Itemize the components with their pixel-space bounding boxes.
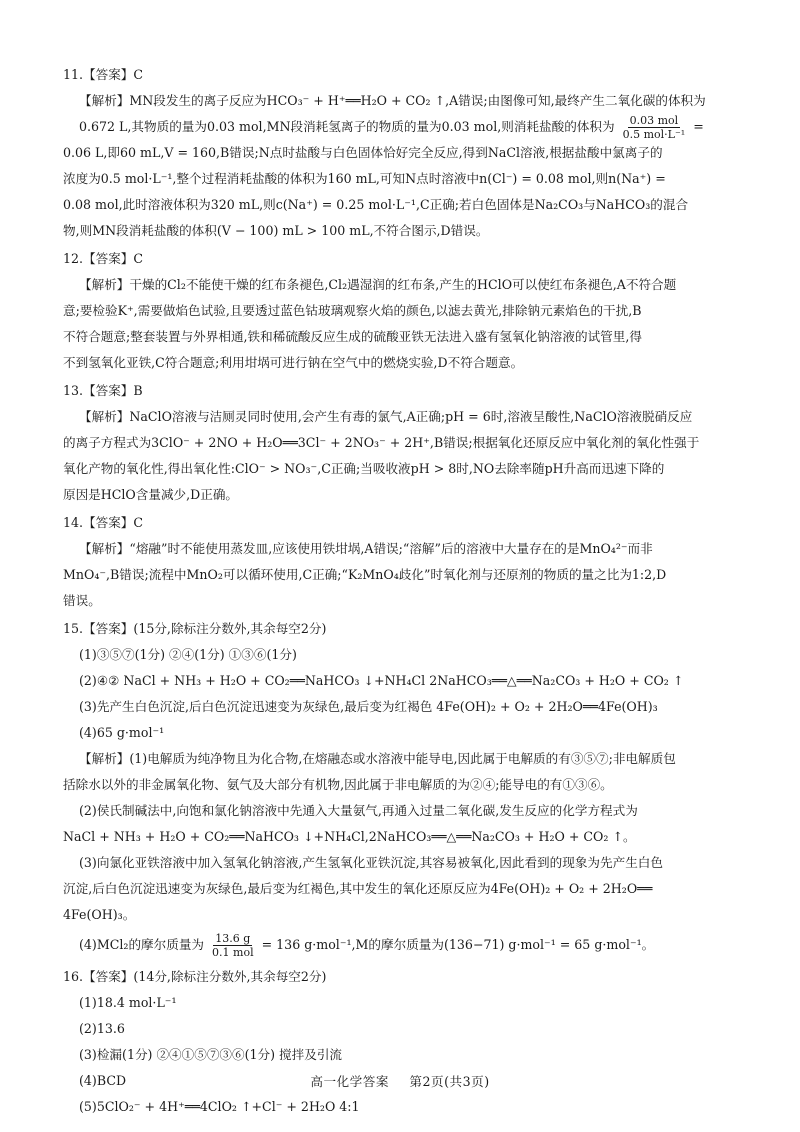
q15-explain-line: 【解析】(1)电解质为纯净物且为化合物,在熔融态或水溶液中能导电,因此属于电解质的有③⑤⑦;非电解质包 bbox=[79, 751, 676, 766]
question-13 bbox=[63, 378, 749, 508]
q12-explain-line: 意;要检验K⁺,需要做焰色试验,且要透过蓝色钴玻璃观察火焰的颜色,以滤去黄光,排除钠元素焰色的干扰,B bbox=[63, 303, 642, 318]
q16-answer-line: (3)检漏(1分) ②④①⑤⑦③⑥(1分) 搅拌及引流 bbox=[79, 1047, 343, 1062]
q13-answer: 13.【答案】B bbox=[63, 383, 143, 398]
q16-answer-line: (2)13.6 bbox=[79, 1021, 125, 1036]
fraction-denominator: 0.1 mol bbox=[212, 946, 254, 959]
q15-explain-line: (3)向氯化亚铁溶液中加入氢氧化钠溶液,产生氢氧化亚铁沉淀,其容易被氧化,因此看到的现象为先产生白色 bbox=[79, 855, 663, 870]
q12-explain-line: 【解析】干燥的Cl₂不能使干燥的红布条褪色,Cl₂遇湿润的红布条,产生的HClO可以使红布条褪色,A不符合题 bbox=[79, 277, 677, 292]
fraction-numerator: 13.6 g bbox=[215, 932, 251, 945]
question-15 bbox=[63, 616, 749, 962]
q11-fraction bbox=[621, 114, 688, 141]
q16-answer-line: (4)BCD bbox=[79, 1073, 127, 1088]
q12-explain-line: 不到氢氧化亚铁,C符合题意;利用坩埚可进行钠在空气中的燃烧实验,D不符合题意。 bbox=[63, 355, 524, 370]
question-12 bbox=[63, 246, 749, 376]
q15-explain-line bbox=[63, 928, 749, 962]
q16-answer-line: (1)18.4 mol·L⁻¹ bbox=[79, 995, 177, 1010]
q13-explain-line: 原因是HClO含量减少,D正确。 bbox=[63, 487, 239, 502]
page-footer bbox=[0, 1069, 800, 1095]
q11-answer: 11.【答案】C bbox=[63, 67, 144, 82]
q14-answer: 14.【答案】C bbox=[63, 515, 144, 530]
question-14 bbox=[63, 510, 749, 614]
q13-explain-line: 【解析】NaClO溶液与洁厕灵同时使用,会产生有毒的氯气,A正确;pH = 6时,溶液呈酸性,NaClO溶液脱硝反应 bbox=[79, 409, 693, 424]
q12-explain-line: 不符合题意;整套装置与外界相通,铁和稀硫酸反应生成的硫酸亚铁无法进入盛有氢氧化钠溶液的试管里,得 bbox=[63, 329, 642, 344]
q11-equals: = bbox=[693, 119, 704, 134]
q16-answer-line: (5)5ClO₂⁻ + 4H⁺══4ClO₂ ↑+Cl⁻ + 2H₂O 4:1 bbox=[79, 1099, 360, 1114]
q15-text: (4)MCl₂的摩尔质量为 bbox=[79, 937, 205, 952]
q15-explain-line: 括除水以外的非金属氧化物、氨气及大部分有机物,因此属于非电解质的为②④;能导电的有①③⑥。 bbox=[63, 777, 613, 792]
fraction-denominator: 0.5 mol·L⁻¹ bbox=[622, 128, 686, 141]
q11-explain-line bbox=[63, 114, 749, 140]
q15-explain-line: 4Fe(OH)₃。 bbox=[63, 907, 136, 922]
question-11 bbox=[63, 62, 749, 244]
q15-answer-line: (4)65 g·mol⁻¹ bbox=[79, 725, 165, 740]
q15-explain-line: (2)侯氏制碱法中,向饱和氯化钠溶液中先通入大量氨气,再通入过量二氧化碳,发生反应的化学方程式为 bbox=[79, 803, 638, 818]
q11-explain-line: 0.08 mol,此时溶液体积为320 mL,则c(Na⁺) = 0.25 mol·L⁻¹,C正确;若白色固体是Na₂CO₃与NaHCO₃的混合 bbox=[63, 197, 689, 212]
q14-explain-line: 【解析】“熔融”时不能使用蒸发皿,应该使用铁坩埚,A错误;“溶解”后的溶液中大量存在的是MnO₄²⁻而非 bbox=[79, 541, 653, 556]
q14-explain-line: 错误。 bbox=[63, 593, 101, 608]
footer-subject: 高一化学答案 bbox=[310, 1074, 389, 1089]
q11-explain-line: 【解析】MN段发生的离子反应为HCO₃⁻ + H⁺══H₂O + CO₂ ↑,A错误;由图像可知,最终产生二氧化碳的体积为 bbox=[79, 93, 706, 108]
q15-answer: 15.【答案】(15分,除标注分数外,其余每空2分) bbox=[63, 621, 327, 636]
q15-text: = 136 g·mol⁻¹,M的摩尔质量为(136−71) g·mol⁻¹ = 65 g·mol⁻¹。 bbox=[261, 937, 655, 952]
q15-answer-line: (3)先产生白色沉淀,后白色沉淀迅速变为灰绿色,最后变为红褐色 4Fe(OH)₂ + O₂ + 2H₂O══4Fe(OH)₃ bbox=[79, 699, 658, 714]
fraction-numerator: 0.03 mol bbox=[629, 114, 679, 127]
q15-explain-line: NaCl + NH₃ + H₂O + CO₂══NaHCO₃ ↓+NH₄Cl,2NaHCO₃══△══Na₂CO₃ + H₂O + CO₂ ↑。 bbox=[63, 829, 636, 844]
q13-explain-line: 氧化产物的氧化性,得出氧化性:ClO⁻ > NO₃⁻,C正确;当吸收液pH > 8时,NO去除率随pH升高而迅速下降的 bbox=[63, 461, 665, 476]
q15-answer-line: (2)④② NaCl + NH₃ + H₂O + CO₂══NaHCO₃ ↓+NH₄Cl 2NaHCO₃══△══Na₂CO₃ + H₂O + CO₂ ↑ bbox=[79, 673, 684, 688]
q13-explain-line: 的离子方程式为3ClO⁻ + 2NO + H₂O══3Cl⁻ + 2NO₃⁻ + 2H⁺,B错误;根据氧化还原反应中氧化剂的氧化性强于 bbox=[63, 435, 700, 450]
q12-answer: 12.【答案】C bbox=[63, 251, 144, 266]
answer-content bbox=[63, 62, 749, 1120]
q14-explain-line: MnO₄⁻,B错误;流程中MnO₂可以循环使用,C正确;“K₂MnO₄歧化”时氧化剂与还原剂的物质的量之比为1:2,D bbox=[63, 567, 667, 582]
question-16 bbox=[63, 964, 749, 1120]
q11-text: 0.672 L,其物质的量为0.03 mol,MN段消耗氢离子的物质的量为0.03 mol,则消耗盐酸的体积为 bbox=[79, 119, 615, 134]
q11-explain-line: 浓度为0.5 mol·L⁻¹,整个过程消耗盐酸的体积为160 mL,可知N点时溶液中n(Cl⁻) = 0.08 mol,则n(Na⁺) = bbox=[63, 171, 666, 186]
footer-page-number: 第2页(共3页) bbox=[409, 1074, 490, 1089]
q15-explain-line: 沉淀,后白色沉淀迅速变为灰绿色,最后变为红褐色,其中发生的氧化还原反应为4Fe(OH)₂ + O₂ + 2H₂O══ bbox=[63, 881, 653, 896]
q11-explain-line: 物,则MN段消耗盐酸的体积(V − 100) mL > 100 mL,不符合图示,D错误。 bbox=[63, 223, 489, 238]
q16-answer: 16.【答案】(14分,除标注分数外,其余每空2分) bbox=[63, 969, 327, 984]
q15-answer-line: (1)③⑤⑦(1分) ②④(1分) ①③⑥(1分) bbox=[79, 647, 297, 662]
q11-explain-line: 0.06 L,即60 mL,V = 160,B错误;N点时盐酸与白色固体恰好完全反应,得到NaCl溶液,根据盐酸中氯离子的 bbox=[63, 145, 663, 160]
q15-fraction bbox=[210, 932, 256, 959]
